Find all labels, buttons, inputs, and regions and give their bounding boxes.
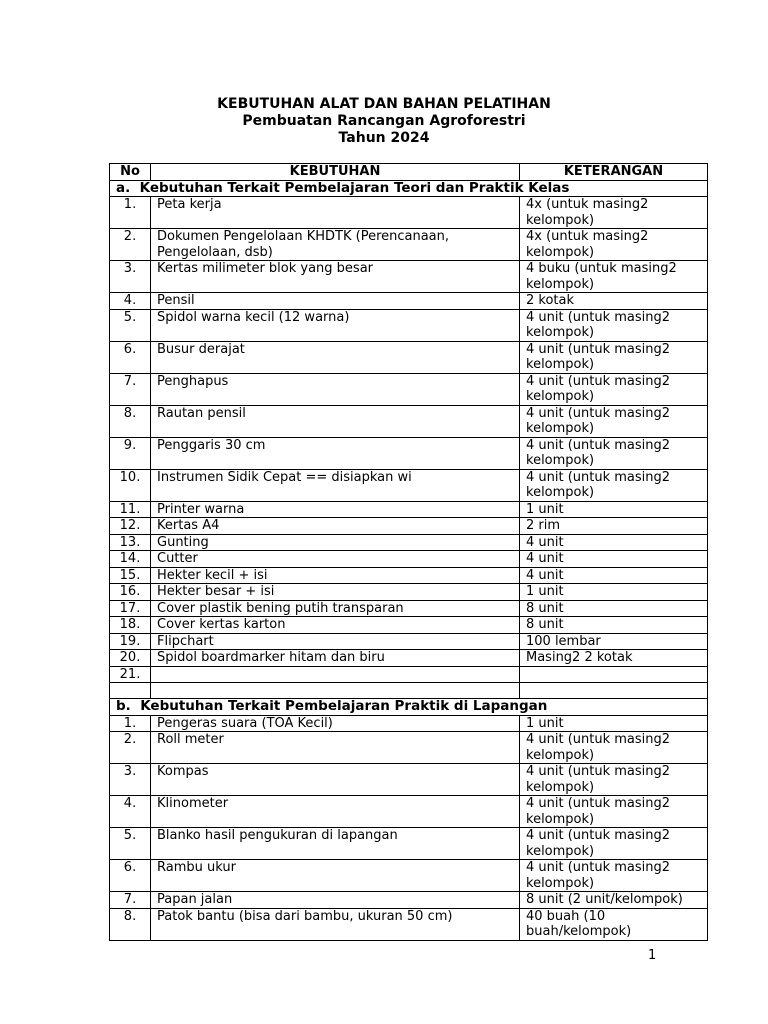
row-item: Peta kerja xyxy=(151,197,520,229)
row-item: Cutter xyxy=(151,551,520,568)
row-keterangan: 1 unit xyxy=(520,584,708,601)
row-item: Rautan pensil xyxy=(151,405,520,437)
row-number: 18. xyxy=(110,617,151,634)
table-row xyxy=(110,584,708,601)
row-number: 13. xyxy=(110,534,151,551)
row-keterangan: 1 unit xyxy=(520,501,708,518)
table-row xyxy=(110,600,708,617)
table-row xyxy=(110,229,708,261)
requirements-table xyxy=(109,163,708,941)
table-row xyxy=(110,437,708,469)
table-row xyxy=(110,732,708,764)
row-item: Busur derajat xyxy=(151,341,520,373)
table-row xyxy=(110,860,708,892)
row-number: 7. xyxy=(110,373,151,405)
table-row xyxy=(110,666,708,683)
row-number: 6. xyxy=(110,341,151,373)
row-number: 20. xyxy=(110,650,151,667)
row-item: Printer warna xyxy=(151,501,520,518)
row-number: 19. xyxy=(110,633,151,650)
empty-cell xyxy=(110,683,151,699)
table-row xyxy=(110,908,708,940)
row-item xyxy=(151,666,520,683)
table-row xyxy=(110,828,708,860)
row-item: Kertas milimeter blok yang besar xyxy=(151,261,520,293)
row-item: Papan jalan xyxy=(151,892,520,909)
doc-year: Tahun 2024 xyxy=(338,130,430,146)
row-item: Pensil xyxy=(151,293,520,310)
col-header-keterangan: KETERANGAN xyxy=(520,164,708,181)
row-keterangan: 8 unit (2 unit/kelompok) xyxy=(520,892,708,909)
row-keterangan: 40 buah (10 buah/kelompok) xyxy=(520,908,708,940)
row-item: Blanko hasil pengukuran di lapangan xyxy=(151,828,520,860)
row-item: Cover kertas karton xyxy=(151,617,520,634)
row-number: 21. xyxy=(110,666,151,683)
row-keterangan: 4 unit (untuk masing2 kelompok) xyxy=(520,405,708,437)
row-keterangan: 8 unit xyxy=(520,617,708,634)
page-number: 1 xyxy=(648,948,657,963)
row-number: 2. xyxy=(110,229,151,261)
row-keterangan: Masing2 2 kotak xyxy=(520,650,708,667)
row-item: Patok bantu (bisa dari bambu, ukuran 50 cm) xyxy=(151,908,520,940)
row-number: 16. xyxy=(110,584,151,601)
table-row xyxy=(110,764,708,796)
doc-title: KEBUTUHAN ALAT DAN BAHAN PELATIHAN xyxy=(217,96,551,112)
table-row xyxy=(110,796,708,828)
row-number: 14. xyxy=(110,551,151,568)
empty-row xyxy=(110,683,708,699)
row-item: Instrumen Sidik Cepat == disiapkan wi xyxy=(151,469,520,501)
row-keterangan: 4 unit (untuk masing2 kelompok) xyxy=(520,341,708,373)
row-item: Spidol boardmarker hitam dan biru xyxy=(151,650,520,667)
row-keterangan: 4 unit (untuk masing2 kelompok) xyxy=(520,764,708,796)
row-keterangan: 4 unit xyxy=(520,567,708,584)
section-b-title: b. Kebutuhan Terkait Pembelajaran Praktik di Lapangan xyxy=(110,699,708,716)
row-keterangan: 4 unit (untuk masing2 kelompok) xyxy=(520,373,708,405)
row-item: Hekter besar + isi xyxy=(151,584,520,601)
table-row xyxy=(110,405,708,437)
table-row xyxy=(110,567,708,584)
row-item: Penggaris 30 cm xyxy=(151,437,520,469)
row-number: 3. xyxy=(110,764,151,796)
row-keterangan: 4 unit xyxy=(520,534,708,551)
row-number: 8. xyxy=(110,405,151,437)
row-number: 2. xyxy=(110,732,151,764)
row-number: 1. xyxy=(110,715,151,732)
row-keterangan: 4x (untuk masing2 kelompok) xyxy=(520,229,708,261)
row-keterangan: 100 lembar xyxy=(520,633,708,650)
row-keterangan: 4 unit (untuk masing2 kelompok) xyxy=(520,828,708,860)
table-row xyxy=(110,633,708,650)
row-item: Penghapus xyxy=(151,373,520,405)
row-item: Kertas A4 xyxy=(151,518,520,535)
col-header-no: No xyxy=(110,164,151,181)
row-number: 8. xyxy=(110,908,151,940)
row-number: 6. xyxy=(110,860,151,892)
table-row xyxy=(110,617,708,634)
row-keterangan: 4x (untuk masing2 kelompok) xyxy=(520,197,708,229)
section-b-body xyxy=(110,699,708,941)
row-item: Rambu ukur xyxy=(151,860,520,892)
table-row xyxy=(110,518,708,535)
table-row xyxy=(110,341,708,373)
col-header-kebutuhan: KEBUTUHAN xyxy=(151,164,520,181)
row-keterangan: 4 unit (untuk masing2 kelompok) xyxy=(520,309,708,341)
row-item: Spidol warna kecil (12 warna) xyxy=(151,309,520,341)
section-a-header xyxy=(110,180,708,197)
row-keterangan: 1 unit xyxy=(520,715,708,732)
row-number: 12. xyxy=(110,518,151,535)
section-a-body xyxy=(110,180,708,683)
table-row xyxy=(110,650,708,667)
section-gap-body xyxy=(110,683,708,699)
row-item: Gunting xyxy=(151,534,520,551)
table-row xyxy=(110,469,708,501)
row-item: Kompas xyxy=(151,764,520,796)
table-row xyxy=(110,892,708,909)
row-keterangan: 2 rim xyxy=(520,518,708,535)
row-item: Flipchart xyxy=(151,633,520,650)
section-a-title: a. Kebutuhan Terkait Pembelajaran Teori dan Praktik Kelas xyxy=(110,180,708,197)
row-item: Pengeras suara (TOA Kecil) xyxy=(151,715,520,732)
row-number: 1. xyxy=(110,197,151,229)
table-row xyxy=(110,534,708,551)
row-keterangan: 8 unit xyxy=(520,600,708,617)
row-number: 4. xyxy=(110,796,151,828)
row-keterangan: 4 unit (untuk masing2 kelompok) xyxy=(520,796,708,828)
row-number: 4. xyxy=(110,293,151,310)
row-keterangan: 4 unit xyxy=(520,551,708,568)
table-row xyxy=(110,309,708,341)
row-keterangan xyxy=(520,666,708,683)
empty-cell xyxy=(520,683,708,699)
table-row xyxy=(110,501,708,518)
row-keterangan: 4 buku (untuk masing2 kelompok) xyxy=(520,261,708,293)
row-number: 7. xyxy=(110,892,151,909)
row-keterangan: 4 unit (untuk masing2 kelompok) xyxy=(520,860,708,892)
table-row xyxy=(110,261,708,293)
row-item: Dokumen Pengelolaan KHDTK (Perencanaan, Pengelolaan, dsb) xyxy=(151,229,520,261)
row-number: 3. xyxy=(110,261,151,293)
row-number: 5. xyxy=(110,309,151,341)
section-b-header xyxy=(110,699,708,716)
row-item: Klinometer xyxy=(151,796,520,828)
empty-cell xyxy=(151,683,520,699)
row-item: Roll meter xyxy=(151,732,520,764)
table-row xyxy=(110,551,708,568)
row-number: 11. xyxy=(110,501,151,518)
table-row xyxy=(110,293,708,310)
table-row xyxy=(110,197,708,229)
table-header-row xyxy=(110,164,708,181)
row-number: 10. xyxy=(110,469,151,501)
row-number: 17. xyxy=(110,600,151,617)
row-item: Hekter kecil + isi xyxy=(151,567,520,584)
row-number: 9. xyxy=(110,437,151,469)
row-keterangan: 4 unit (untuk masing2 kelompok) xyxy=(520,437,708,469)
row-number: 15. xyxy=(110,567,151,584)
row-keterangan: 2 kotak xyxy=(520,293,708,310)
row-keterangan: 4 unit (untuk masing2 kelompok) xyxy=(520,469,708,501)
row-keterangan: 4 unit (untuk masing2 kelompok) xyxy=(520,732,708,764)
table-row xyxy=(110,373,708,405)
row-number: 5. xyxy=(110,828,151,860)
table-row xyxy=(110,715,708,732)
doc-subtitle: Pembuatan Rancangan Agroforestri xyxy=(242,113,526,129)
row-item: Cover plastik bening putih transparan xyxy=(151,600,520,617)
